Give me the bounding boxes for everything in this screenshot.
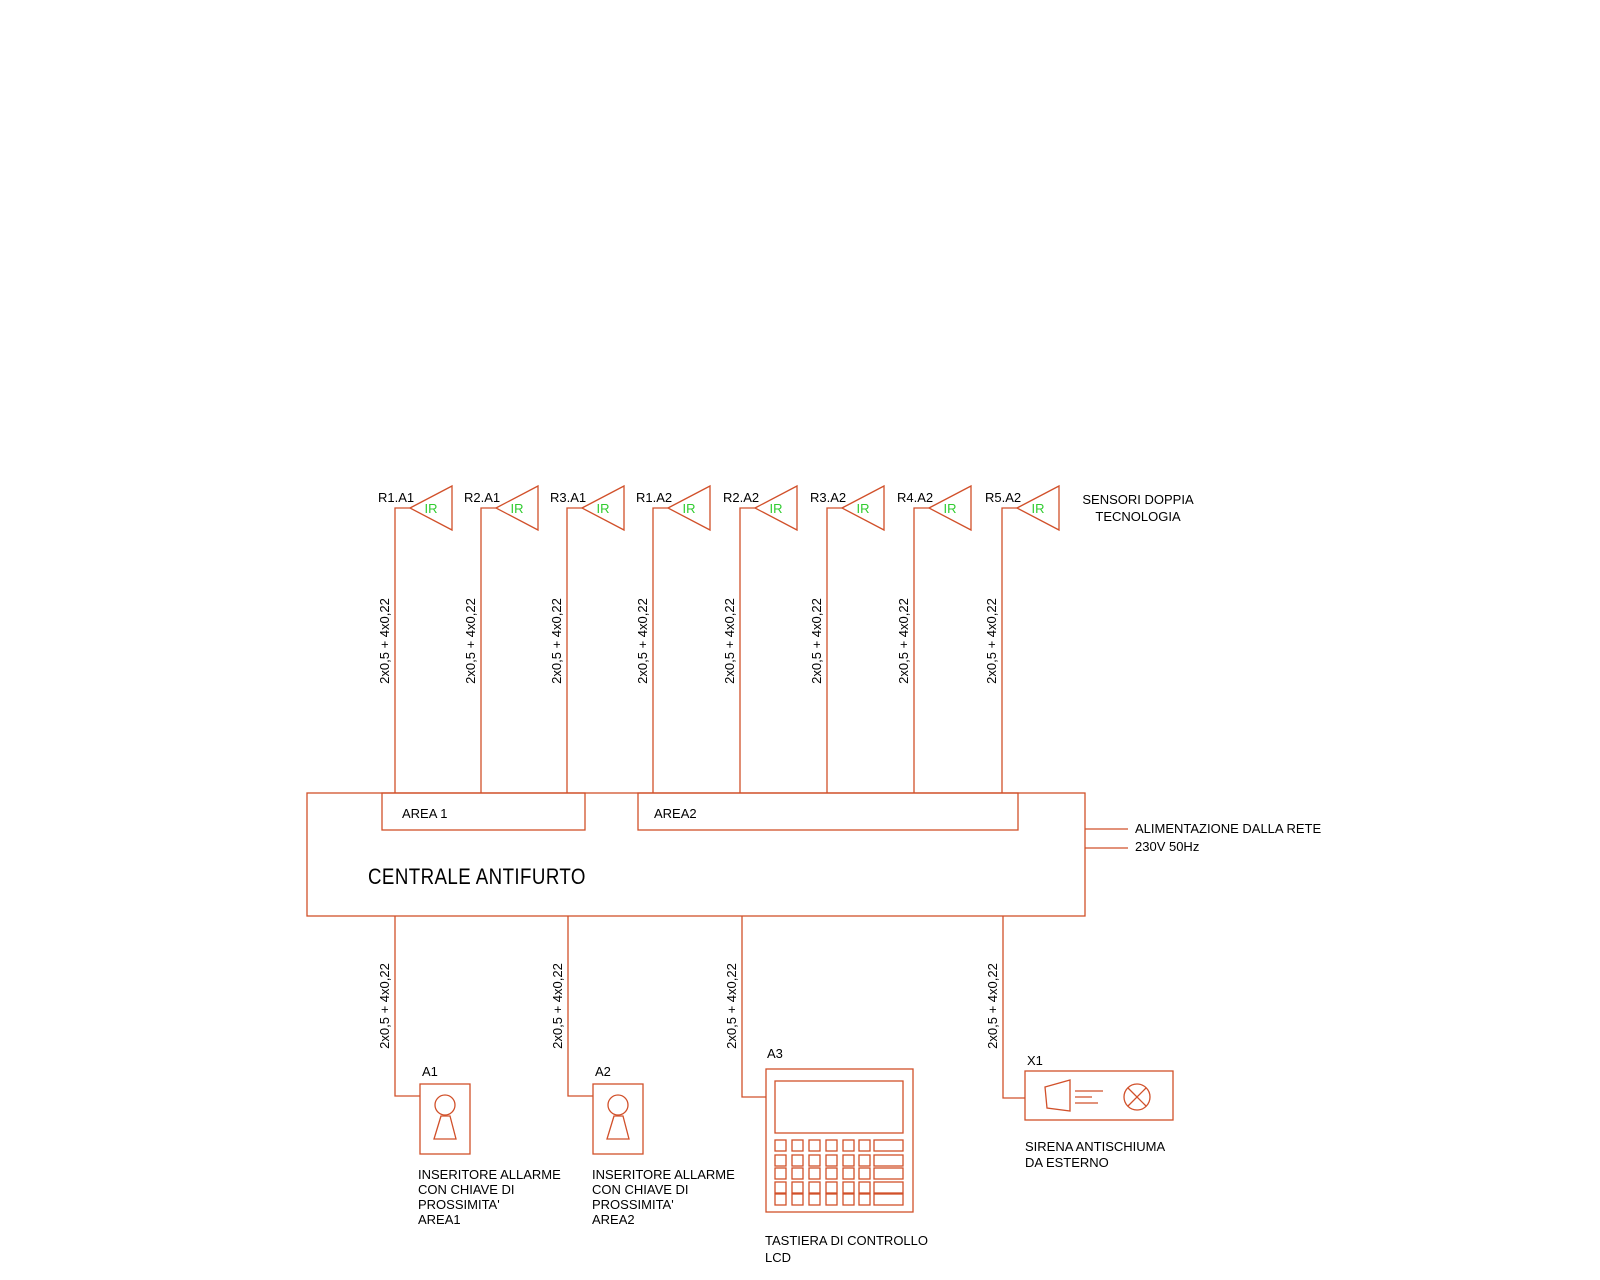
- cable-spec-label: 2x0,5 + 4x0,22: [377, 963, 392, 1049]
- cable-spec-label: 2x0,5 + 4x0,22: [549, 598, 564, 684]
- sensor-symbol-r3a1: [567, 486, 624, 793]
- sensor-label-r4a2: R4.A2: [897, 490, 934, 505]
- device-caption-a1-line1: INSERITORE ALLARME: [418, 1167, 561, 1182]
- cable-spec-label: 2x0,5 + 4x0,22: [635, 598, 650, 684]
- sensor-label-r5a2: R5.A2: [985, 490, 1022, 505]
- lamp-icon: [1124, 1084, 1150, 1110]
- lcd-display: [775, 1081, 903, 1133]
- ir-icon: IR: [856, 501, 870, 516]
- device-caption-a2-line3: PROSSIMITA': [592, 1197, 674, 1212]
- device-caption-a2-line1: INSERITORE ALLARME: [592, 1167, 735, 1182]
- device-caption-x1-line2: DA ESTERNO: [1025, 1155, 1109, 1170]
- device-wires: [395, 916, 1025, 1098]
- device-caption-a2-line4: AREA2: [592, 1212, 635, 1227]
- key-inserter-a2-symbol: [593, 1084, 643, 1154]
- sensor-label-r3a2: R3.A2: [810, 490, 847, 505]
- device-id-a3: A3: [767, 1046, 783, 1061]
- device-id-a1: A1: [422, 1064, 438, 1079]
- siren-x1-symbol: [1025, 1071, 1173, 1120]
- cable-spec-label: 2x0,5 + 4x0,22: [550, 963, 565, 1049]
- sensor-label-r2a1: R2.A1: [464, 490, 501, 505]
- device-caption-a3-line2: LCD: [765, 1250, 792, 1265]
- sensors-group-caption-line2: TECNOLOGIA: [1095, 509, 1181, 524]
- ir-icon: IR: [943, 501, 957, 516]
- horn-icon: [1045, 1080, 1070, 1111]
- area1-zone-label: AREA 1: [402, 806, 448, 821]
- power-caption-line1: ALIMENTAZIONE DALLA RETE: [1135, 821, 1322, 836]
- sensor-label-r1a2: R1.A2: [636, 490, 673, 505]
- sensor-label-r3a1: R3.A1: [550, 490, 587, 505]
- cable-spec-label: 2x0,5 + 4x0,22: [984, 598, 999, 684]
- ir-icon: IR: [1031, 501, 1045, 516]
- cable-spec-label: 2x0,5 + 4x0,22: [724, 963, 739, 1049]
- power-caption-line2: 230V 50Hz: [1135, 839, 1200, 854]
- keypad-keys: [775, 1140, 903, 1205]
- sensor-symbol-r2a2: [740, 486, 797, 793]
- device-caption-x1-line1: SIRENA ANTISCHIUMA: [1025, 1139, 1166, 1154]
- sensor-symbol-r1a1: [395, 486, 452, 793]
- sensor-label-r2a2: R2.A2: [723, 490, 760, 505]
- ir-icon: IR: [424, 501, 438, 516]
- panel-title: CENTRALE ANTIFURTO: [368, 864, 586, 889]
- device-id-x1: X1: [1027, 1053, 1043, 1068]
- sensor-symbol-r4a2: [914, 486, 971, 793]
- area2-zone-label: AREA2: [654, 806, 697, 821]
- cable-spec-label: 2x0,5 + 4x0,22: [896, 598, 911, 684]
- device-caption-a1-line4: AREA1: [418, 1212, 461, 1227]
- sensor-symbol-r2a1: [481, 486, 538, 793]
- lcd-keypad-symbol: [766, 1069, 913, 1212]
- sensor-label-r1a1: R1.A1: [378, 490, 415, 505]
- cable-spec-label: 2x0,5 + 4x0,22: [809, 598, 824, 684]
- device-caption-a1-line3: PROSSIMITA': [418, 1197, 500, 1212]
- cable-spec-label: 2x0,5 + 4x0,22: [377, 598, 392, 684]
- cable-spec-label: 2x0,5 + 4x0,22: [463, 598, 478, 684]
- device-caption-a3-line1: TASTIERA DI CONTROLLO: [765, 1233, 929, 1248]
- device-caption-a1-line2: CON CHIAVE DI: [418, 1182, 515, 1197]
- ir-icon: IR: [596, 501, 610, 516]
- power-supply-lines: [1085, 829, 1128, 848]
- cable-spec-label: 2x0,5 + 4x0,22: [722, 598, 737, 684]
- ir-icon: IR: [769, 501, 783, 516]
- device-id-a2: A2: [595, 1064, 611, 1079]
- sensor-symbol-r3a2: [827, 486, 884, 793]
- sensor-symbol-r5a2: [1002, 486, 1059, 793]
- cable-spec-label: 2x0,5 + 4x0,22: [985, 963, 1000, 1049]
- ir-icon: IR: [510, 501, 524, 516]
- key-inserter-a1-symbol: [420, 1084, 470, 1154]
- device-caption-a2-line2: CON CHIAVE DI: [592, 1182, 689, 1197]
- sensor-symbol-r1a2: [653, 486, 710, 793]
- sensors-group-caption-line1: SENSORI DOPPIA: [1082, 492, 1194, 507]
- ir-icon: IR: [682, 501, 696, 516]
